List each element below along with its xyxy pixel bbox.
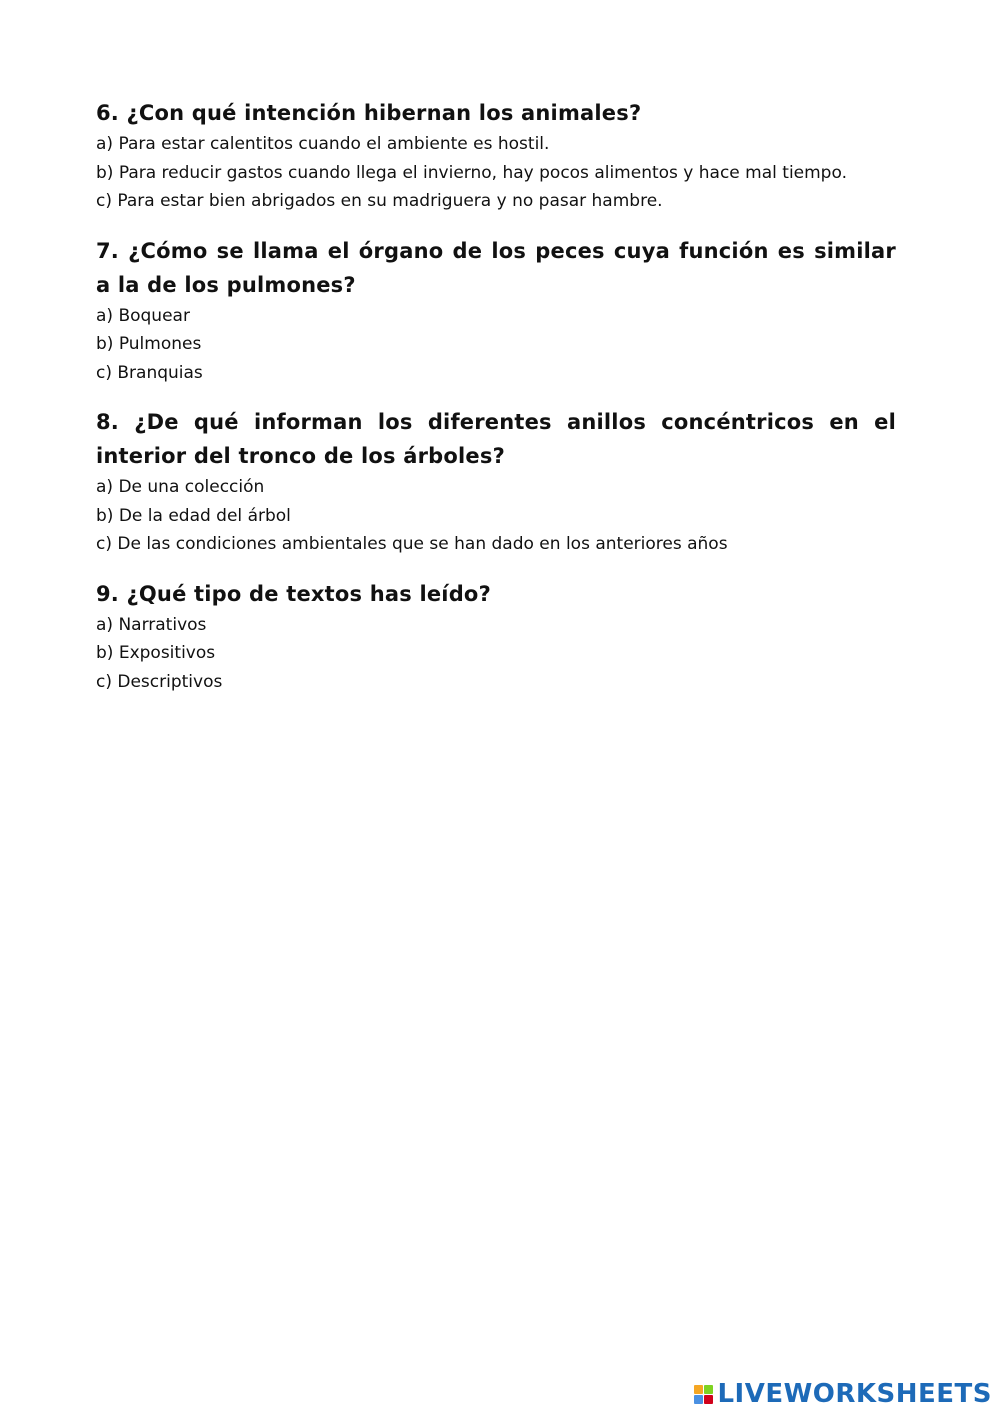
question-9-option-b: b) Expositivos bbox=[96, 643, 216, 663]
question-6-option-b: b) Para reducir gastos cuando llega el invierno, hay pocos alimentos y hace mal tiempo. bbox=[96, 162, 847, 183]
question-6-text: 6. ¿Con qué intención hibernan los animales? bbox=[96, 101, 642, 125]
question-9-options bbox=[96, 611, 896, 697]
question-8-option-a: a) De una colección bbox=[96, 477, 265, 497]
question-7-option-c: c) Branquias bbox=[96, 362, 203, 383]
question-8-options bbox=[96, 473, 896, 559]
liveworksheets-brand bbox=[694, 1381, 992, 1407]
question-9-option-a: a) Narrativos bbox=[96, 614, 207, 635]
worksheet-page bbox=[96, 96, 896, 714]
question-9-text: 9. ¿Qué tipo de textos has leído? bbox=[96, 581, 491, 606]
question-8-text: 8. ¿De qué informan los diferentes anillos concéntricos en el interior del tronco de los árboles? bbox=[96, 410, 896, 468]
question-6-option-c: c) Para estar bien abrigados en su madriguera y no pasar hambre. bbox=[96, 191, 663, 211]
question-7-option-a: a) Boquear bbox=[96, 305, 190, 326]
question-9 bbox=[96, 577, 896, 697]
question-8 bbox=[96, 405, 896, 559]
logo-square-1 bbox=[694, 1385, 703, 1394]
question-7-options bbox=[96, 302, 896, 388]
question-9-option-c: c) Descriptivos bbox=[96, 671, 223, 692]
logo-square-4 bbox=[704, 1395, 713, 1404]
logo-square-2 bbox=[704, 1385, 713, 1394]
question-7-text: 7. ¿Cómo se llama el órgano de los peces cuya función es similar a la de los pulmones? bbox=[96, 238, 896, 297]
question-8-option-c: c) De las condiciones ambientales que se han dado en los anteriores años bbox=[96, 534, 728, 554]
question-6-option-a: a) Para estar calentitos cuando el ambiente es hostil. bbox=[96, 134, 550, 154]
question-7 bbox=[96, 234, 896, 388]
question-7-option-b: b) Pulmones bbox=[96, 334, 202, 354]
liveworksheets-logo-icon bbox=[694, 1385, 713, 1404]
question-6-options bbox=[96, 130, 896, 216]
question-8-option-b: b) De la edad del árbol bbox=[96, 505, 291, 526]
liveworksheets-wordmark: LIVEWORKSHEETS bbox=[717, 1379, 992, 1409]
question-6 bbox=[96, 96, 896, 216]
logo-square-3 bbox=[694, 1395, 703, 1404]
